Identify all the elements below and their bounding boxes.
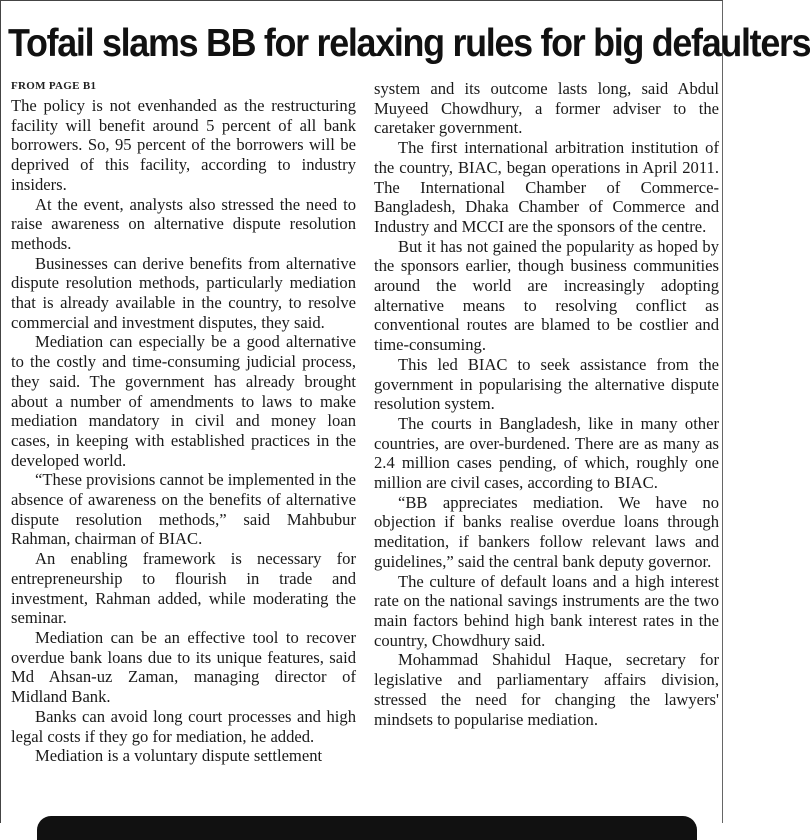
paragraph: Mediation can be an effective tool to recover overdue bank loans due to its unique features, said Md Ahsan-uz Zaman, managing director of Midland Bank. (11, 627, 356, 707)
paragraph: system and its outcome lasts long, said Abdul Muyeed Chowdhury, a former adviser to the caretaker government. (374, 79, 719, 138)
right-column (374, 79, 719, 729)
paragraph: The policy is not evenhanded as the restructuring facility will benefit around 5 percent of all bank borrowers. So, 95 percent of the borrowers will be deprived of this facility, according to industry insiders. (11, 96, 356, 194)
paragraph: This led BIAC to seek assistance from the government in popularising the alternative dispute resolution system. (374, 354, 719, 414)
paragraph: “These provisions cannot be implemented in the absence of awareness on the benefits of alternative dispute resolution methods,” said Mahbubur Rahman, chairman of BIAC. (11, 470, 356, 549)
paragraph: The courts in Bangladesh, like in many other countries, are over-burdened. There are as many as 2.4 million cases pending, of which, roughly one million are civil cases, according to BIAC. (374, 413, 719, 493)
paragraph: Businesses can derive benefits from alternative dispute resolution methods, particularly mediation that is already available in the country, to resolve commercial and investment disputes, they said. (11, 253, 356, 332)
continued-from-label: FROM PAGE B1 (11, 80, 97, 92)
left-column (11, 96, 356, 766)
paragraph: Banks can avoid long court processes and high legal costs if they go for mediation, he added. (11, 706, 356, 746)
paragraph: An enabling framework is necessary for entrepreneurship to flourish in trade and investment, Rahman added, while moderating the seminar. (11, 549, 356, 628)
headline: Tofail slams BB for relaxing rules for big defaulters (8, 22, 810, 65)
paragraph: The first international arbitration institution of the country, BIAC, began operations in April 2011. The International Chamber of Commerce-Bangladesh, Dhaka Chamber of Commerce and Industry and MCCI are the sponsors of the centre. (374, 138, 719, 236)
paragraph: Mediation is a voluntary dispute settlement (35, 746, 323, 766)
paragraph: At the event, analysts also stressed the need to raise awareness on alternative dispute resolution methods. (11, 194, 356, 253)
paragraph: “BB appreciates mediation. We have no objection if banks realise overdue loans through meditation, if bankers follow relevant laws and guidelines,” said the central bank deputy governor. (374, 492, 719, 571)
next-article-bar (37, 816, 697, 840)
paragraph: Mediation can especially be a good alternative to the costly and time-consuming judicial process, they said. The government has already brought about a number of amendments to laws to make mediation mandatory in civil and money loan cases, in keeping with established practices in the developed world. (11, 332, 356, 470)
paragraph: Mohammad Shahidul Haque, secretary for legislative and parliamentary affairs division, stressed the need for changing the lawyers' mindsets to popularise mediation. (374, 650, 719, 729)
paragraph: The culture of default loans and a high interest rate on the national savings instruments are the two main factors behind high bank interest rates in the country, Chowdhury said. (374, 571, 719, 650)
paragraph: But it has not gained the popularity as hoped by the sponsors earlier, though business communities around the world are increasingly adopting alternative means to resolving conflict as conventional routes are blamed to be costlier and time-consuming. (374, 236, 719, 355)
